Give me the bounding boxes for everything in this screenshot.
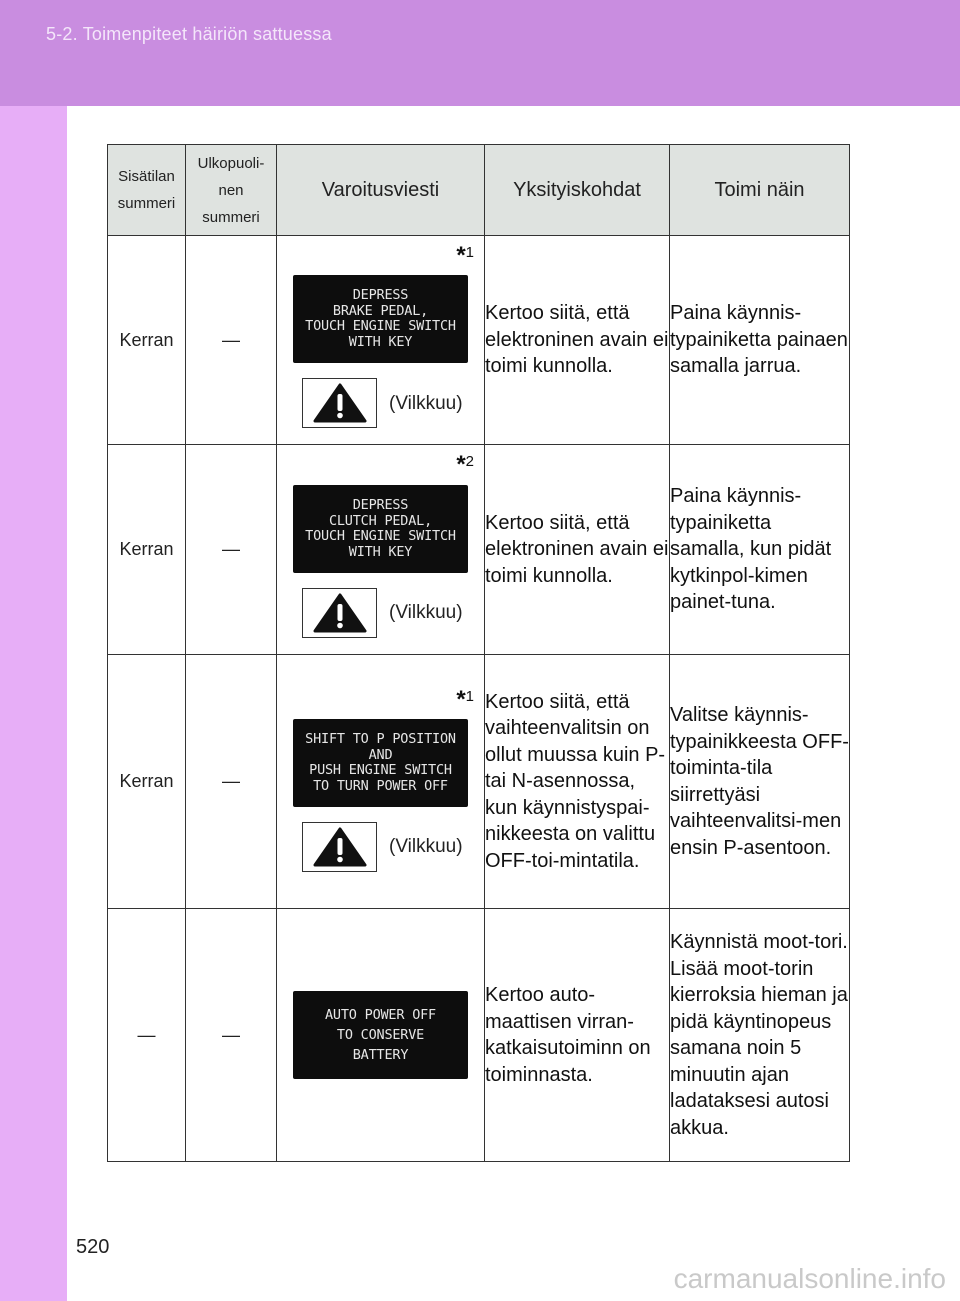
side-band (0, 106, 67, 1301)
display-message: AUTO POWER OFF TO CONSERVE BATTERY (325, 1007, 436, 1063)
table-header-row (108, 145, 850, 236)
outer-buzzer-cell: — (186, 236, 277, 445)
action-cell: Valitse käynnis-typainikkeesta OFF-toiminta-tila siirrettyäsi vaihteenvalitsi-men ensin P-asentoon. (670, 655, 850, 909)
outer-buzzer-cell: — (186, 909, 277, 1162)
section-title: 5-2. Toimenpiteet häiriön sattuessa (46, 24, 332, 44)
warning-triangle-icon (302, 588, 377, 638)
blink-label: (Vilkkuu) (389, 602, 463, 623)
blink-label: (Vilkkuu) (389, 836, 463, 857)
warning-triangle-icon (302, 822, 377, 872)
header-inner-buzzer: Sisätilan summeri (108, 145, 186, 236)
header-action: Toimi näin (670, 145, 850, 236)
header-details: Yksityiskohdat (485, 145, 670, 236)
footnote-mark: *$^1$ (456, 686, 474, 713)
display-screen (293, 275, 468, 363)
display-message: DEPRESS BRAKE PEDAL, TOUCH ENGINE SWITCH WITH KEY (305, 287, 456, 350)
inner-buzzer-cell: Kerran (108, 236, 186, 445)
action-cell: Käynnistä moot-tori. Lisää moot-torin kierroksia hieman ja pidä käyntinopeus samana noin 5 minuutin ajan ladataksesi autosi akkua. (670, 909, 850, 1162)
action-cell: Paina käynnis-typainiketta painaen samalla jarrua. (670, 236, 850, 445)
display-screen (293, 719, 468, 807)
inner-buzzer-cell: Kerran (108, 445, 186, 655)
display-message: DEPRESS CLUTCH PEDAL, TOUCH ENGINE SWITCH WITH KEY (305, 497, 456, 560)
header-warning: Varoitusviesti (277, 145, 485, 236)
outer-buzzer-cell: — (186, 655, 277, 909)
footnote-mark: *$^1$ (456, 242, 474, 269)
display-screen (293, 485, 468, 573)
details-cell: Kertoo auto-maattisen virran-katkaisutoiminn on toiminnasta. (485, 909, 670, 1162)
warning-table (107, 144, 850, 1162)
blink-label: (Vilkkuu) (389, 393, 463, 414)
watermark: carmanualsonline.info (673, 1263, 946, 1294)
warning-display-cell (277, 445, 485, 655)
inner-buzzer-cell: Kerran (108, 655, 186, 909)
page-number: 520 (76, 1236, 110, 1258)
footnote-mark: *$^2$ (456, 451, 474, 478)
inner-buzzer-cell: — (108, 909, 186, 1162)
action-cell: Paina käynnis-typainiketta samalla, kun pidät kytkinpol-kimen painet-tuna. (670, 445, 850, 655)
header-outer-buzzer: Ulkopuoli- nen summeri (186, 145, 277, 236)
table-row (108, 236, 850, 445)
outer-buzzer-cell: — (186, 445, 277, 655)
table-row (108, 445, 850, 655)
details-cell: Kertoo siitä, että elektroninen avain ei toimi kunnolla. (485, 445, 670, 655)
table-row (108, 655, 850, 909)
warning-display-cell (277, 655, 485, 909)
display-screen (293, 991, 468, 1079)
table-row (108, 909, 850, 1162)
display-message: SHIFT TO P POSITION AND PUSH ENGINE SWITCH TO TURN POWER OFF (305, 731, 456, 794)
warning-display-cell (277, 236, 485, 445)
details-cell: Kertoo siitä, että elektroninen avain ei toimi kunnolla. (485, 236, 670, 445)
warning-display-cell (277, 909, 485, 1162)
header-band (0, 0, 960, 106)
warning-triangle-icon (302, 378, 377, 428)
details-cell: Kertoo siitä, että vaihteenvalitsin on ollut muussa kuin P- tai N-asennossa, kun käynnistyspai-nikkeesta on valittu OFF-toi-mintatila. (485, 655, 670, 909)
